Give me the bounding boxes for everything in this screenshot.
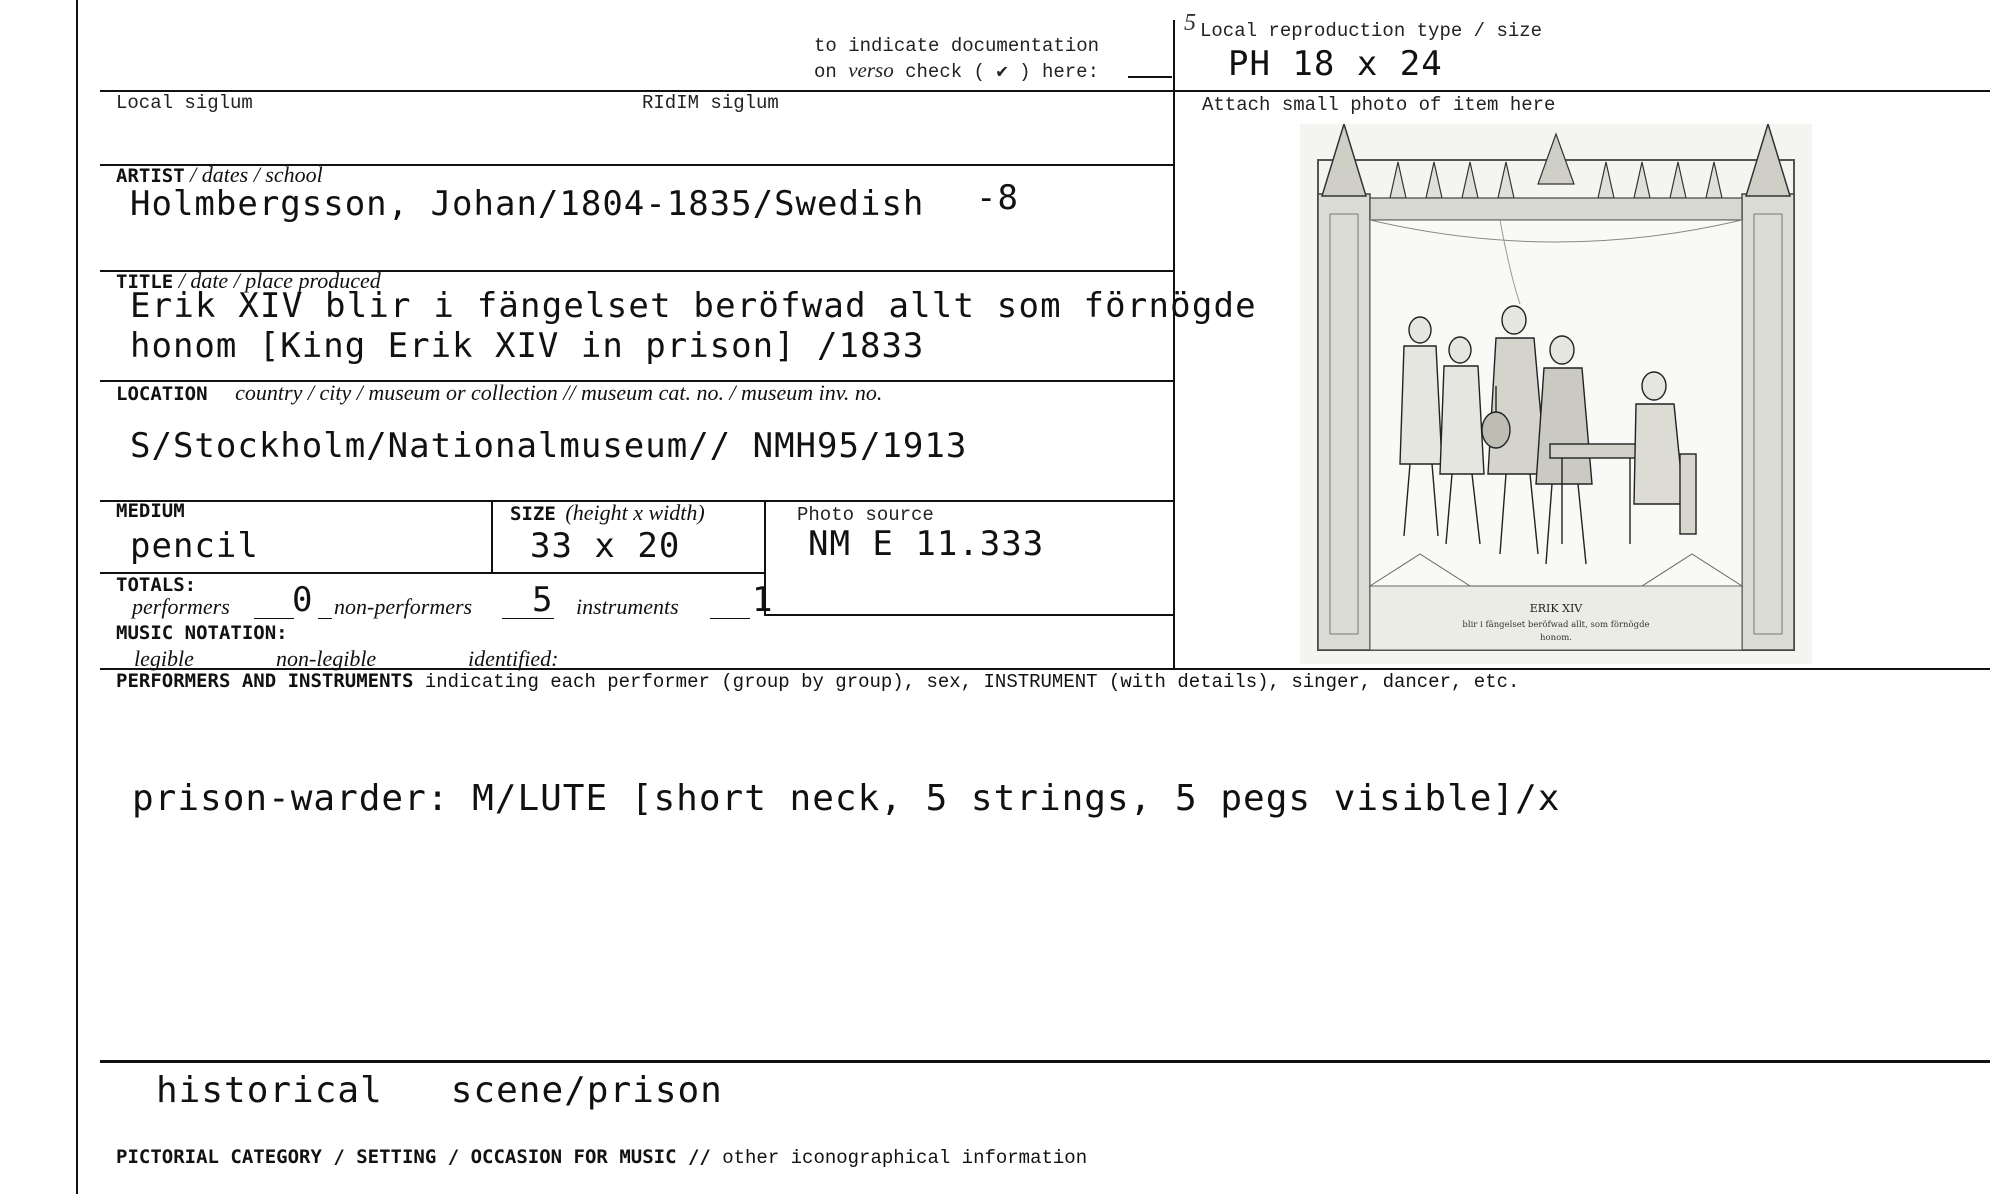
rule-top-verso (1128, 76, 1172, 78)
reproduction-handwritten-mark: 5 (1184, 10, 1196, 36)
attached-photo (1300, 124, 1812, 664)
notation-non-legible: non-legible (276, 646, 377, 671)
verso-line-1: to indicate documentation (814, 35, 1100, 57)
photo-source-label: Photo source (797, 504, 934, 526)
music-notation-label: MUSIC NOTATION: (116, 622, 288, 644)
size-value: 33 x 20 (530, 526, 681, 566)
verso-note (814, 34, 1099, 84)
rule-medium-bottom (100, 572, 765, 574)
instruments-underline (710, 618, 750, 619)
photo-caption-line-2: honom. (1540, 633, 1572, 643)
artist-label-rest: / dates / school (184, 162, 323, 187)
rule-totals-right (764, 614, 1173, 616)
performers-count-value: 0 (292, 580, 314, 620)
location-value: S/Stockholm/Nationalmuseum// NMH95/1913 (130, 426, 968, 466)
photo-drawing (1300, 124, 1812, 664)
title-line-1: Erik XIV blir i fängelset beröfwad allt som förnögde (130, 286, 1257, 326)
verso-italic: verso (848, 58, 894, 82)
category-label-caps: PICTORIAL CATEGORY / SETTING / OCCASION FOR MUSIC // (116, 1146, 711, 1168)
instruments-count-value: 1 (752, 580, 774, 620)
performers-label-caps: PERFORMERS AND INSTRUMENTS (116, 670, 414, 692)
artist-label-caps: ARTIST (116, 165, 185, 187)
photo-source-value: NM E 11.333 (808, 524, 1045, 564)
instruments-count-label: instruments (576, 594, 679, 619)
totals-row (132, 580, 772, 620)
photo-caption-title: ERIK XIV (1529, 602, 1583, 615)
rule-category-top (100, 1060, 1990, 1063)
verso-line-2 (814, 58, 1099, 84)
performers-value: prison-warder: M/LUTE [short neck, 5 strings, 5 pegs visible]/x (132, 778, 1561, 819)
artist-note: -8 (976, 178, 1019, 218)
category-value: historical scene/prison (156, 1070, 723, 1111)
notation-identified: identified: (468, 646, 559, 671)
performers-count-underline-2 (318, 618, 332, 619)
non-performers-count-value: 5 (532, 580, 554, 620)
performers-count-underline (254, 618, 294, 619)
category-label (116, 1146, 1087, 1169)
title-line-2: honom [King Erik XIV in prison] /1833 (130, 326, 925, 366)
performers-label-rest: indicating each performer (group by group), sex, INSTRUMENT (with details), singer, dancer, etc. (413, 671, 1520, 693)
size-label (510, 500, 705, 526)
medium-label: MEDIUM (116, 500, 185, 522)
left-border (76, 0, 78, 1194)
location-label-caps: LOCATION (116, 383, 208, 405)
performers-label (116, 670, 1519, 693)
verso-post: check ( ✔ ) here: (893, 61, 1099, 83)
photo-attach-label: Attach small photo of item here (1202, 94, 1556, 116)
photo-caption-line-1: blir i fängelset beröfwad allt, som förnögde (1462, 620, 1650, 630)
rule-sigla-top (100, 90, 1990, 92)
location-label-rest: country / city / museum or collection // museum cat. no. / museum inv. no. (235, 380, 883, 405)
non-performers-count-label: non-performers (334, 594, 473, 619)
title-label-rest: / date / place produced (173, 268, 381, 293)
totals-label: TOTALS: (116, 574, 197, 596)
ridim-siglum-label: RIdIM siglum (642, 92, 779, 114)
category-label-rest: other iconographical information (710, 1147, 1088, 1169)
verso-pre: on (814, 61, 849, 83)
size-label-rest: (height x width) (565, 500, 705, 525)
medium-value: pencil (130, 526, 259, 566)
photo-column-divider (1173, 20, 1175, 668)
artist-value: Holmbergsson, Johan/1804-1835/Swedish (130, 184, 925, 224)
medium-size-divider (491, 500, 493, 572)
size-label-caps: SIZE (510, 503, 556, 525)
performers-count-label: performers (132, 594, 230, 619)
local-siglum-label: Local siglum (116, 92, 253, 114)
notation-legible: legible (134, 646, 194, 671)
title-label-caps: TITLE (116, 271, 174, 293)
location-label (116, 380, 882, 406)
reproduction-value: PH 18 x 24 (1228, 44, 1443, 84)
reproduction-label: Local reproduction type / size (1200, 20, 1543, 42)
